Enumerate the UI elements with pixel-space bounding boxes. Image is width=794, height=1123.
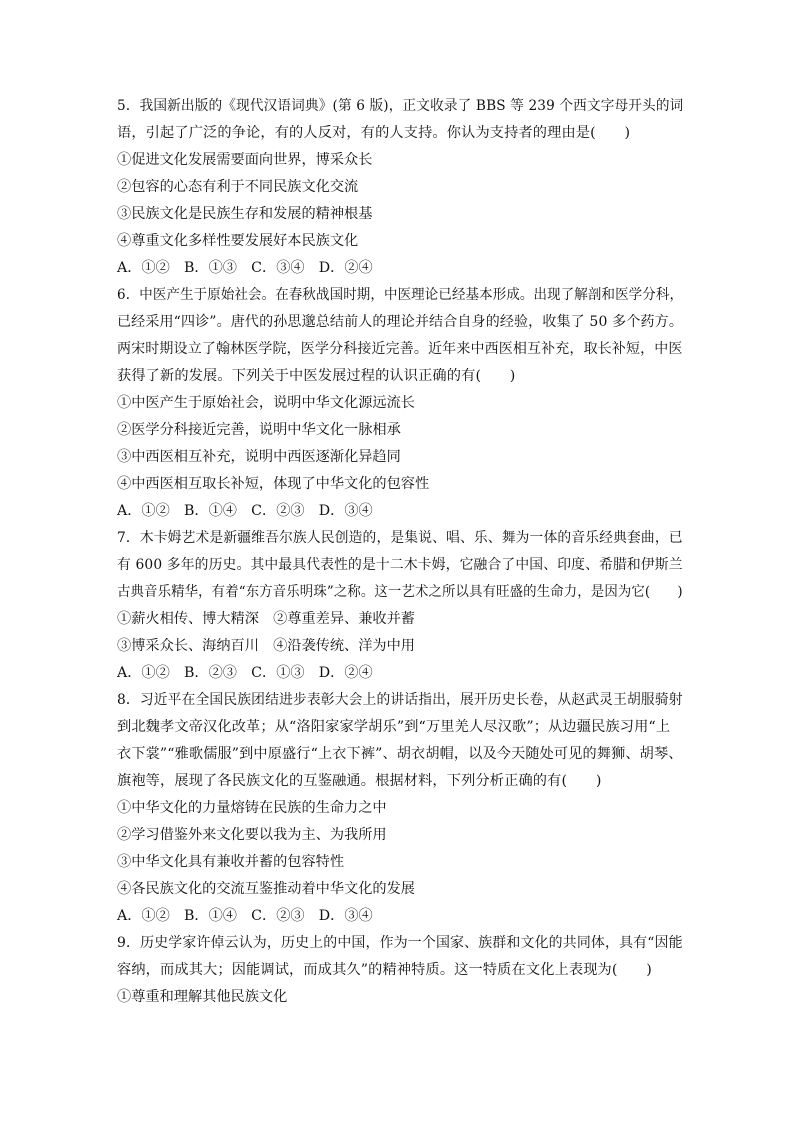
statement-item: ①中医产生于原始社会，说明中华文化源远流长	[117, 395, 415, 411]
statement-item: ①薪火相传、博大精深 ②尊重差异、兼收并蓄	[117, 611, 415, 627]
statement-item: ③民族文化是民族生存和发展的精神根基	[117, 206, 373, 222]
statement-item: ③博采众长、海纳百川 ④沿袭传统、洋为中用	[117, 638, 415, 654]
statement-item: ①促进文化发展需要面向世界，博采众长	[117, 152, 373, 168]
question-stem-line: 到北魏孝文帝汉化改革；从“洛阳家家学胡乐”到“万里羌人尽汉歌”；从边疆民族习用“上	[117, 719, 671, 735]
question-stem-line: 古典音乐精华，有着“东方音乐明珠”之称。这一艺术之所以具有旺盛的生命力，是因为它( )	[117, 584, 683, 600]
statement-item: ④各民族文化的交流互鉴推动着中华文化的发展	[117, 881, 415, 897]
answer-options: A．①② B．①③ C．③④ D．②④	[117, 260, 373, 276]
statement-item: ③中西医相互补充，说明中西医逐渐化异趋同	[117, 449, 401, 465]
question-stem-line: 5．我国新出版的《现代汉语词典》(第 6 版)，正文收录了 BBS 等 239 个西文字母开头的词	[117, 98, 684, 114]
statement-item: ②包容的心态有利于不同民族文化交流	[117, 179, 359, 195]
document-page	[117, 93, 683, 1011]
statement-item: ④中西医相互取长补短，体现了中华文化的包容性	[117, 476, 430, 492]
statement-item: ①尊重和理解其他民族文化	[117, 989, 288, 1005]
question-stem-line: 6．中医产生于原始社会。在春秋战国时期，中医理论已经基本形成。出现了解剖和医学分科，	[117, 287, 684, 303]
question-stem-line: 获得了新的发展。下列关于中医发展过程的认识正确的有( )	[117, 368, 516, 384]
statement-item: ③中华文化具有兼收并蓄的包容特性	[117, 854, 345, 870]
question-stem-line: 有 600 多年的历史。其中最具代表性的是十二木卡姆，它融合了中国、印度、希腊和伊斯兰	[117, 557, 683, 573]
question-stem-line: 7．木卡姆艺术是新疆维吾尔族人民创造的，是集说、唱、乐、舞为一体的音乐经典套曲，已	[117, 530, 683, 546]
question-6	[117, 282, 683, 525]
question-5	[117, 93, 683, 282]
question-stem-line: 已经采用“四诊”。唐代的孙思邈总结前人的理论并结合自身的经验，收集了 50 多个药方。	[117, 314, 683, 330]
answer-options: A．①② B．①④ C．②③ D．③④	[117, 908, 373, 924]
answer-options: A．①② B．①④ C．②③ D．③④	[117, 503, 373, 519]
statement-item: ②学习借鉴外来文化要以我为主、为我所用	[117, 827, 387, 843]
question-stem-line: 语，引起了广泛的争论，有的人反对，有的人支持。你认为支持者的理由是( )	[117, 125, 631, 141]
answer-options: A．①② B．②③ C．①③ D．②④	[117, 665, 373, 681]
statement-item: ②医学分科接近完善，说明中华文化一脉相承	[117, 422, 401, 438]
question-stem-line: 容纳，而成其大；因能调试，而成其久”的精神特质。这一特质在文化上表现为( )	[117, 962, 652, 978]
question-stem-line: 两宋时期设立了翰林医学院，医学分科接近完善。近年来中西医相互补充，取长补短，中医	[117, 341, 683, 357]
question-9	[117, 930, 683, 1011]
question-stem-line: 9．历史学家许倬云认为，历史上的中国，作为一个国家、族群和文化的共同体，具有“因能	[117, 935, 683, 951]
statement-item: ①中华文化的力量熔铸在民族的生命力之中	[117, 800, 387, 816]
statement-item: ④尊重文化多样性要发展好本民族文化	[117, 233, 359, 249]
question-stem-line: 8．习近平在全国民族团结进步表彰大会上的讲话指出，展开历史长卷，从赵武灵王胡服骑射	[117, 692, 683, 708]
question-stem-line: 衣下裳”“雅歌儒服”到中原盛行“上衣下裤”、胡衣胡帽，以及今天随处可见的舞狮、胡琴、	[117, 746, 683, 762]
question-7	[117, 525, 683, 687]
question-8	[117, 687, 683, 930]
question-stem-line: 旗袍等，展现了各民族文化的互鉴融通。根据材料，下列分析正确的有( )	[117, 773, 602, 789]
